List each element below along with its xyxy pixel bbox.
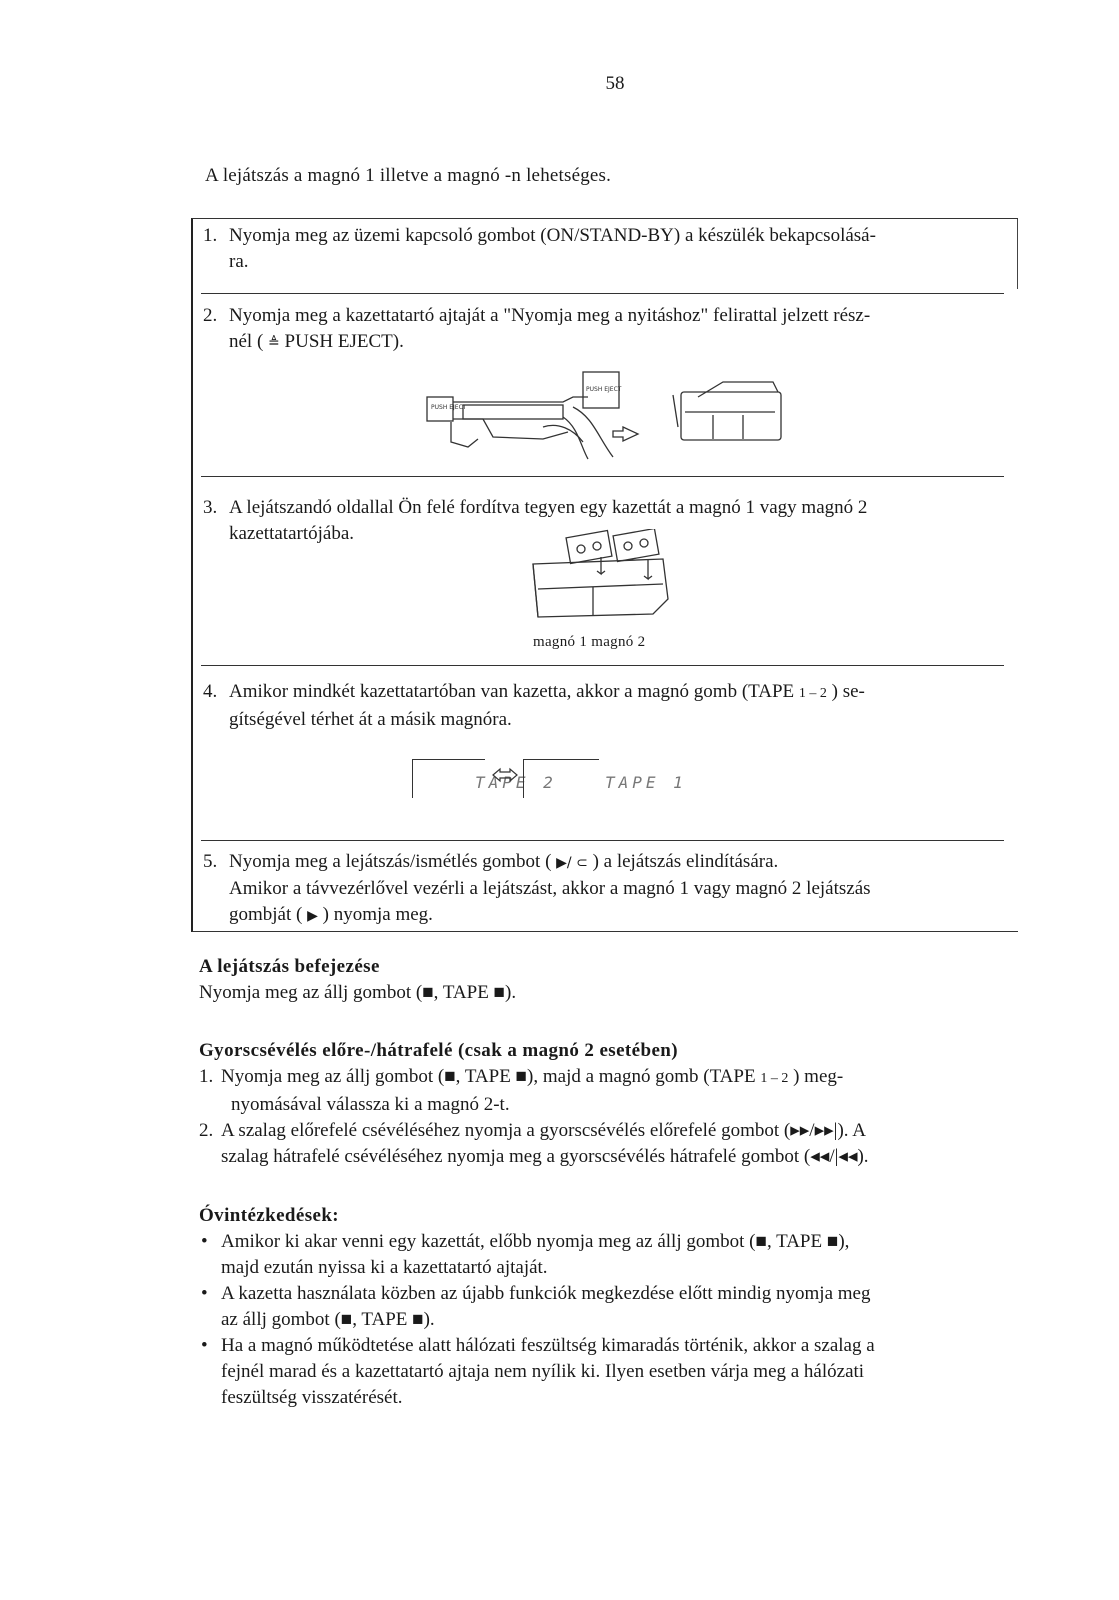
double-arrow-icon (491, 767, 519, 783)
cassette-insert-illustration (523, 529, 673, 629)
step-text-line (229, 849, 1010, 876)
step-text-line: A lejátszandó oldallal Ön felé fordítva tegyen egy kazettát a magnó 1 vagy magnó 2 (229, 497, 868, 518)
bullet-text-line: fejnél marad és a kazettatartó ajtaja nem nyílik ki. Ilyen esetben várja meg a hálózati (221, 1361, 865, 1382)
text-fragment: ) meg- (793, 1066, 844, 1087)
bullet-text-line: majd ezután nyissa ki a kazettatartó ajtaját. (221, 1257, 548, 1278)
text-fragment: ) se- (831, 681, 865, 702)
step-text-line: gítségével térhet át a másik magnóra. (229, 709, 512, 730)
step-divider (201, 476, 1004, 477)
list-text-line: nyomásával válassza ki a magnó 2-t. (231, 1094, 510, 1115)
bullet-icon: • (201, 1335, 208, 1356)
step-text-line (229, 679, 1010, 707)
text-fragment: nél ( (229, 331, 264, 352)
play-icon: ▶ (307, 908, 318, 924)
list-number: 2. (199, 1120, 214, 1141)
list-item (199, 1064, 1019, 1118)
list-text-line (221, 1064, 1019, 1092)
display-text-right: TAPE 1 (605, 773, 687, 792)
step-divider (201, 840, 1004, 841)
eject-symbol-icon: ≜ (268, 335, 280, 351)
step-text-line: Nyomja meg a kazettatartó ajtaját a "Nyomja meg a nyitáshoz" felirattal jelzett rész- (229, 305, 871, 326)
step-text-line: Amikor a távvezérlővel vezérli a lejátszást, akkor a magnó 1 vagy magnó 2 lejátszás (229, 878, 871, 899)
tape-selector-symbol: 1 – 2 (798, 686, 827, 701)
step-number: 1. (203, 225, 218, 246)
display-frame-right (523, 759, 599, 798)
text-fragment: gombját ( (229, 904, 303, 925)
list-item (199, 1118, 1019, 1170)
section-heading: A lejátszás befejezése (199, 956, 380, 977)
bullet-icon: • (201, 1231, 208, 1252)
list-text-line: szalag hátrafelé csévéléséhez nyomja meg a gyorscsévélés hátrafelé gombot (◂◂/|◂◂). (221, 1146, 869, 1167)
bullet-icon: • (201, 1283, 208, 1304)
text-fragment: Nyomja meg az állj gombot (■, TAPE ■), majd a magnó gomb (TAPE (221, 1066, 756, 1087)
step-text-line (229, 329, 1010, 356)
step-text-line: kazettatartójába. (229, 523, 355, 544)
bullet-item (199, 1281, 1019, 1333)
steps-box (191, 218, 1018, 932)
figure-label: PUSH EJECT (586, 386, 622, 393)
text-fragment: ) a lejátszás elindítására. (592, 851, 779, 872)
bullet-text-line: feszültség visszatérését. (221, 1387, 403, 1408)
step-number: 5. (203, 851, 218, 872)
bullet-item (199, 1229, 1019, 1281)
bullet-item (199, 1333, 1019, 1411)
bullet-text-line: Amikor ki akar venni egy kazettát, előbb nyomja meg az állj gombot (■, TAPE ■), (221, 1231, 850, 1252)
list-number: 1. (199, 1066, 214, 1087)
step-number: 2. (203, 305, 218, 326)
section-heading: Óvintézkedések: (199, 1205, 340, 1226)
step-number: 3. (203, 497, 218, 518)
text-fragment: Nyomja meg a lejátszás/ismétlés gombot ( (229, 851, 552, 872)
step-divider (201, 665, 1004, 666)
step-text-line: ra. (229, 251, 249, 272)
text-fragment: Amikor mindkét kazettatartóban van kazetta, akkor a magnó gomb (TAPE (229, 681, 795, 702)
page-number: 58 (605, 73, 625, 94)
list-text-line: A szalag előrefelé csévéléséhez nyomja a gyorscsévélés előrefelé gombot (▸▸/▸▸|). A (221, 1120, 866, 1141)
figure-label: PUSH EJECT (431, 404, 467, 411)
text-fragment: ) nyomja meg. (322, 904, 433, 925)
bullet-text-line: A kazetta használata közben az újabb funkciók megkezdése előtt mindig nyomja meg (221, 1283, 871, 1304)
bullet-text-line: az állj gombot (■, TAPE ■). (221, 1309, 435, 1330)
bullet-text-line: Ha a magnó működtetése alatt hálózati feszültség kimaradás történik, akkor a szalag a (221, 1335, 875, 1356)
step-divider (201, 293, 1004, 294)
text-fragment: PUSH EJECT). (284, 331, 404, 352)
step-text-line (229, 902, 1010, 929)
stop-section (199, 954, 516, 1006)
step-number: 4. (203, 681, 218, 702)
figure-caption: magnó 1 magnó 2 (533, 634, 646, 650)
intro-text: A lejátszás a magnó 1 illetve a magnó -n lehetséges. (205, 165, 612, 186)
precautions-section (199, 1203, 1019, 1411)
fast-wind-section (199, 1038, 1019, 1170)
step-text-line: Nyomja meg az üzemi kapcsoló gombot (ON/STAND-BY) a készülék bekapcsolásá- (229, 225, 876, 246)
section-heading: Gyorscsévélés előre-/hátrafelé (csak a magnó 2 esetében) (199, 1040, 678, 1061)
play-repeat-icon: ▶/ ⊂ (556, 855, 588, 871)
display-text-left: TAPE 2 (475, 773, 557, 792)
section-text: Nyomja meg az állj gombot (■, TAPE ■). (199, 982, 517, 1003)
push-eject-illustration (423, 367, 803, 462)
tape-selector-symbol: 1 – 2 (760, 1071, 789, 1086)
